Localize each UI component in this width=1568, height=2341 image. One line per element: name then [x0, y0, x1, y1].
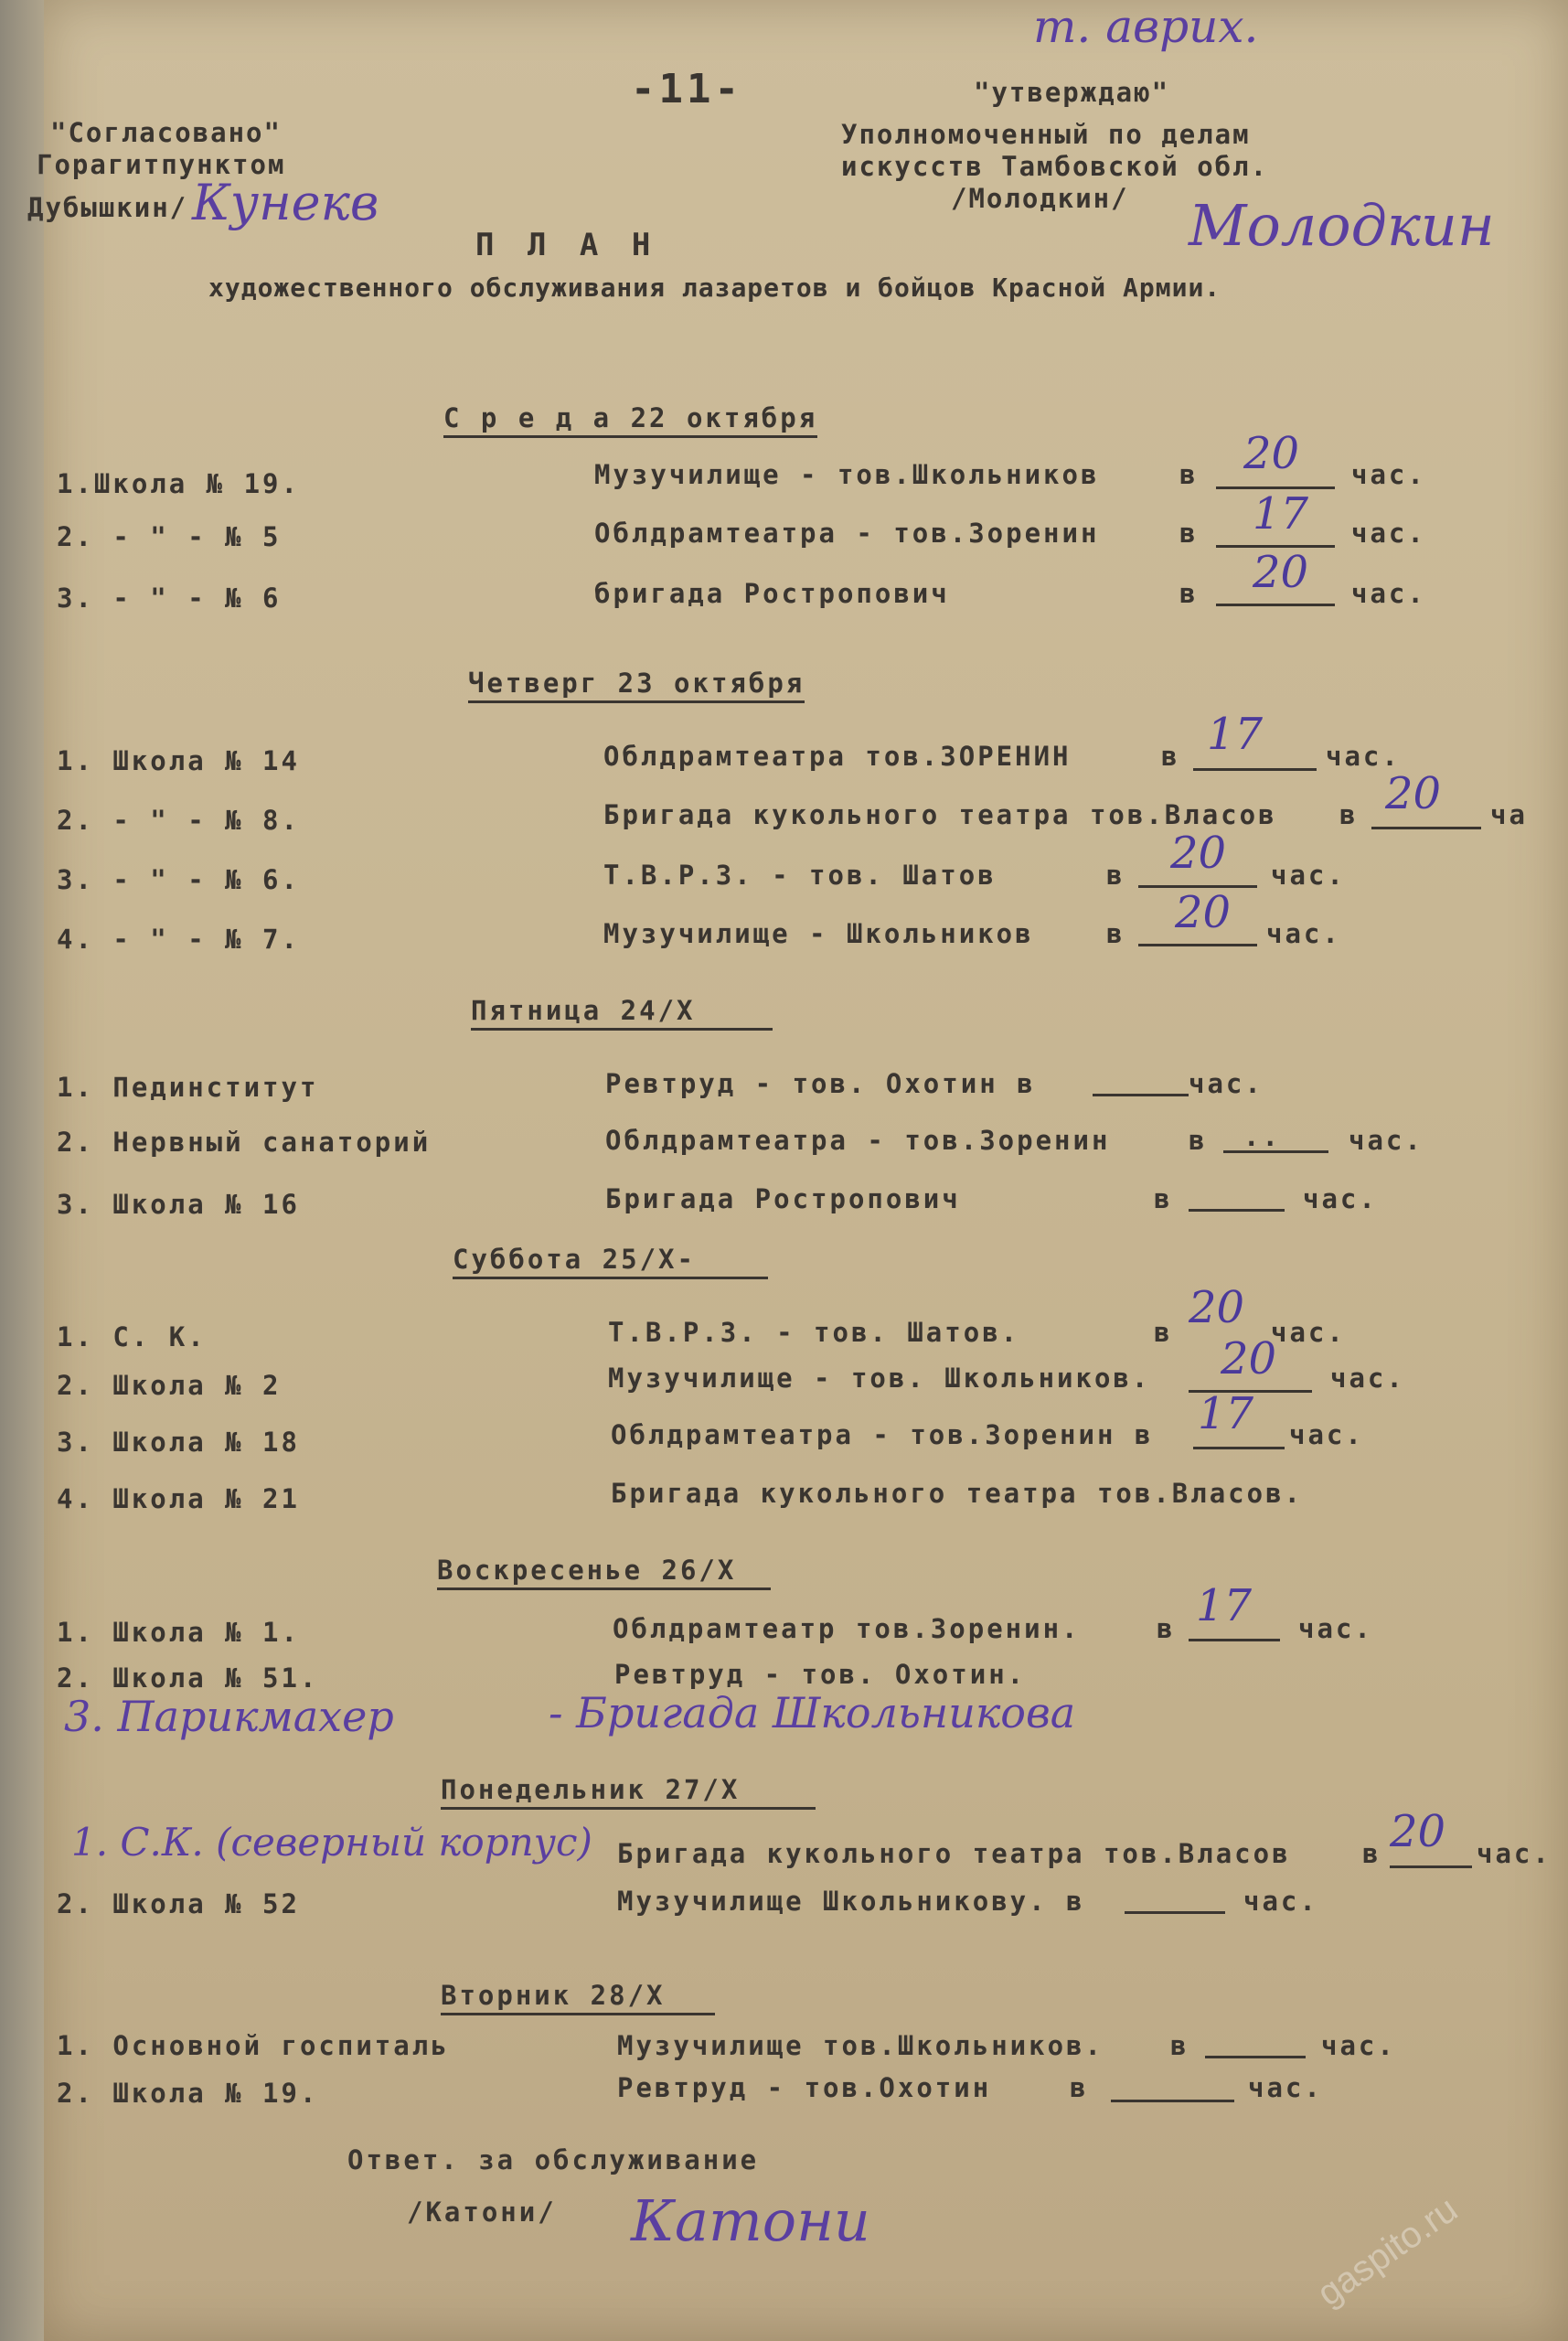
footer-name: /Катони/ — [407, 2197, 557, 2228]
time-value: 20 — [1385, 768, 1442, 819]
time-blank — [1093, 1094, 1189, 1096]
row-left: 4. Школа № 21 — [57, 1483, 300, 1514]
row-left: 2. Школа № 51. — [57, 1662, 319, 1694]
row-v: в — [1362, 1838, 1381, 1869]
time-value: 20 — [1243, 428, 1300, 479]
plan-title: П Л А Н — [475, 227, 658, 263]
approval-right-line4: /Молодкин/ — [951, 183, 1129, 214]
row-left-handwritten: 1. С.К. (северный корпус) — [71, 1820, 592, 1865]
row-left: 4. - " - № 7. — [57, 924, 300, 955]
approval-left-line2: Горагитпунктом — [37, 149, 286, 180]
watermark: gaspito.ru — [1309, 2188, 1466, 2314]
row-unit: ча — [1490, 799, 1528, 830]
row-right-handwritten: - Бригада Школьникова — [549, 1688, 1076, 1737]
row-right: Т.В.Р.З. - тов. Шатов — [603, 860, 997, 891]
time-value: 20 — [1170, 828, 1227, 879]
time-value: 20 — [1221, 1333, 1277, 1384]
row-v: в — [1070, 2072, 1089, 2103]
time-blank — [1205, 2056, 1306, 2058]
row-left: 1. Основной госпиталь — [57, 2030, 450, 2061]
row-right: Музучилище - тов.Школьников — [594, 459, 1100, 490]
approval-left-line3: Дубышкин/ — [27, 192, 188, 223]
time-value: 17 — [1207, 709, 1264, 760]
row-unit: час. — [1298, 1613, 1373, 1644]
time-blank — [1371, 827, 1481, 829]
row-left: 3. Школа № 16 — [57, 1189, 300, 1220]
row-unit: час. — [1271, 1317, 1346, 1348]
row-unit: час. — [1266, 918, 1341, 949]
approval-right-line2: Уполномоченный по делам — [841, 119, 1251, 150]
time-blank — [1193, 1447, 1285, 1449]
row-time-dots: .. — [1243, 1121, 1281, 1152]
row-unit: час. — [1351, 518, 1426, 549]
row-v: в — [1154, 1317, 1173, 1348]
row-unit: час. — [1477, 1838, 1552, 1869]
time-value: 17 — [1198, 1388, 1254, 1439]
footer-signature: Катони — [631, 2187, 870, 2254]
row-right: Облдрамтеатра - тов.Зоренин в — [611, 1419, 1154, 1450]
row-right: Ревтруд - тов. Охотин в — [605, 1068, 1036, 1099]
row-left: 2. Нервный санаторий — [57, 1127, 432, 1158]
top-right-note: т. аврих. — [1033, 0, 1259, 53]
approval-left-signature: Кунекв — [192, 174, 379, 231]
row-unit: час. — [1326, 741, 1401, 772]
row-unit: час. — [1351, 578, 1426, 609]
row-v: в — [1179, 459, 1199, 490]
day-heading-saturday: Суббота 25/X- — [453, 1244, 768, 1279]
time-blank — [1216, 604, 1335, 606]
approval-right-line3: искусств Тамбовской обл. — [841, 151, 1269, 182]
day-heading-monday: Понедельник 27/X — [441, 1774, 816, 1810]
row-left: 2. Школа № 19. — [57, 2078, 319, 2109]
row-left: 1. Школа № 1. — [57, 1617, 300, 1648]
row-v: в — [1157, 1613, 1176, 1644]
row-left: 1. С. К. — [57, 1321, 207, 1352]
time-blank — [1189, 1209, 1285, 1212]
row-unit: час. — [1351, 459, 1426, 490]
row-right: Облдрамтеатра - тов.Зоренин — [594, 518, 1100, 549]
row-left: 3. - " - № 6 — [57, 583, 282, 614]
row-right: Бригада кукольного театра тов.Власов — [617, 1838, 1291, 1869]
row-unit: час. — [1289, 1419, 1364, 1450]
row-left: 2. Школа № 2 — [57, 1370, 282, 1401]
row-right: Музучилище - Школьников — [603, 918, 1034, 949]
time-blank — [1125, 1911, 1225, 1914]
row-v: в — [1189, 1125, 1208, 1156]
time-blank — [1138, 944, 1257, 946]
approval-right-signature: Молодкин — [1189, 192, 1495, 259]
row-right: Т.В.Р.З. - тов. Шатов. — [608, 1317, 1020, 1348]
row-left: 2. - " - № 5 — [57, 521, 282, 552]
row-unit: час. — [1349, 1125, 1424, 1156]
day-heading-tuesday: Вторник 28/X — [441, 1980, 715, 2015]
row-right: бригада Ростропович — [594, 578, 950, 609]
row-right: Музучилище тов.Школьников. — [617, 2030, 1104, 2061]
row-v: в — [1106, 860, 1125, 891]
time-value: 20 — [1390, 1806, 1446, 1857]
row-left-handwritten: 3. Парикмахер — [64, 1692, 394, 1741]
time-blank — [1111, 2100, 1234, 2102]
row-right: Облдрамтеатра тов.ЗОРЕНИН — [603, 741, 1072, 772]
document-sheet — [44, 0, 1568, 2341]
time-blank — [1390, 1865, 1472, 1868]
approval-right-line1: "утверждаю" — [974, 77, 1170, 108]
row-right: Бригада Ростропович — [605, 1183, 961, 1214]
row-v: в — [1339, 799, 1359, 830]
row-left: 1.Школа № 19. — [57, 468, 300, 499]
row-v: в — [1106, 918, 1125, 949]
time-value: 20 — [1253, 547, 1309, 598]
row-left: 3. Школа № 18 — [57, 1427, 300, 1458]
time-blank — [1193, 768, 1317, 771]
row-left: 1. Пединститут — [57, 1072, 319, 1103]
approval-left-line1: "Согласовано" — [50, 117, 282, 148]
page-number: -11- — [631, 66, 742, 112]
row-right: Бригада кукольного театра тов.Власов — [603, 799, 1277, 830]
row-unit: час. — [1321, 2030, 1396, 2061]
row-left: 2. - " - № 8. — [57, 805, 300, 836]
day-heading-wednesday: С р е д а 22 октября — [443, 402, 817, 438]
row-unit: час. — [1243, 1886, 1318, 1917]
row-v: в — [1179, 578, 1199, 609]
plan-subtitle: художественного обслуживания лазаретов и бойцов Красной Армии. — [208, 273, 1221, 303]
row-unit: час. — [1271, 860, 1346, 891]
row-right: Облдрамтеатр тов.Зоренин. — [613, 1613, 1081, 1644]
day-heading-thursday: Четверг 23 октября — [468, 668, 805, 703]
row-right: Ревтруд - тов. Охотин. — [614, 1659, 1027, 1690]
row-left: 3. - " - № 6. — [57, 864, 300, 895]
row-left: 1. Школа № 14 — [57, 745, 300, 776]
time-value: 17 — [1196, 1580, 1253, 1631]
time-value: 20 — [1189, 1282, 1245, 1333]
row-right: Музучилище - тов. Школьников. — [608, 1363, 1151, 1394]
row-v: в — [1170, 2030, 1189, 2061]
row-v: в — [1179, 518, 1199, 549]
row-unit: час. — [1303, 1183, 1378, 1214]
row-unit: час. — [1330, 1363, 1405, 1394]
time-blank — [1189, 1639, 1280, 1641]
row-right: Музучилище Школьникову. в — [617, 1886, 1085, 1917]
row-left: 2. Школа № 52 — [57, 1888, 300, 1919]
row-v: в — [1161, 741, 1180, 772]
time-value: 20 — [1175, 887, 1232, 938]
footer-responsible: Ответ. за обслуживание — [347, 2144, 760, 2175]
row-unit: час. — [1248, 2072, 1323, 2103]
row-right: Ревтруд - тов.Охотин — [617, 2072, 992, 2103]
row-right: Бригада кукольного театра тов.Власов. — [611, 1478, 1304, 1509]
row-unit: час. — [1189, 1068, 1264, 1099]
row-right: Облдрамтеатра - тов.Зоренин — [605, 1125, 1111, 1156]
row-v: в — [1154, 1183, 1173, 1214]
time-value: 17 — [1253, 488, 1309, 540]
day-heading-sunday: Воскресенье 26/X — [437, 1555, 771, 1590]
day-heading-friday: Пятница 24/X — [471, 995, 773, 1031]
